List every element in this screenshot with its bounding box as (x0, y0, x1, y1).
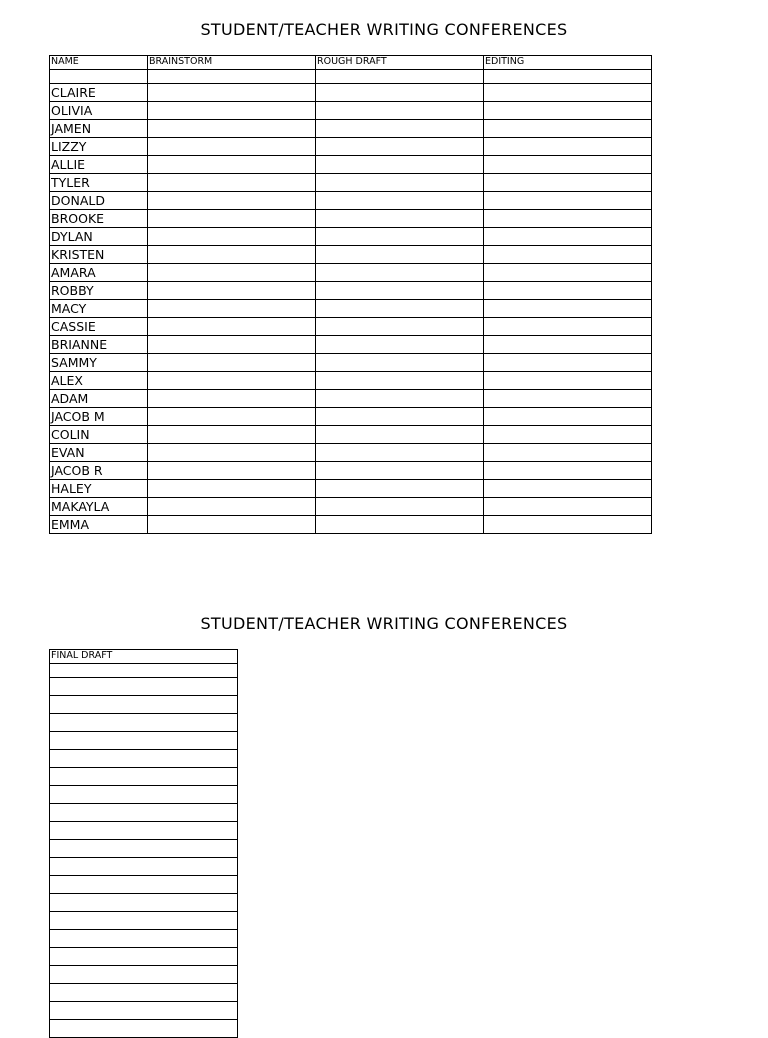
column-header: EDITING (484, 56, 652, 70)
empty-cell (148, 516, 316, 534)
empty-cell (316, 408, 484, 426)
student-name: ALEX (50, 372, 148, 390)
empty-cell (148, 264, 316, 282)
empty-cell (316, 516, 484, 534)
empty-cell (50, 664, 238, 678)
empty-cell (148, 84, 316, 102)
table-row (50, 300, 652, 318)
table-header-row (50, 650, 238, 664)
table-row (50, 750, 238, 768)
empty-cell (148, 102, 316, 120)
table-row (50, 390, 652, 408)
table-row (50, 840, 238, 858)
empty-cell (50, 1020, 238, 1038)
empty-cell (148, 246, 316, 264)
empty-cell (148, 192, 316, 210)
student-name: HALEY (50, 480, 148, 498)
empty-cell (484, 516, 652, 534)
table-row (50, 930, 238, 948)
table-row (50, 318, 652, 336)
table-row (50, 336, 652, 354)
blank-row (50, 70, 652, 84)
table-row (50, 804, 238, 822)
empty-cell (148, 480, 316, 498)
table-row (50, 480, 652, 498)
table-row (50, 120, 652, 138)
empty-cell (316, 246, 484, 264)
table-row (50, 156, 652, 174)
empty-cell (316, 444, 484, 462)
table-row (50, 264, 652, 282)
empty-cell (316, 390, 484, 408)
empty-cell (50, 786, 238, 804)
column-header: ROUGH DRAFT (316, 56, 484, 70)
empty-cell (316, 228, 484, 246)
empty-cell (316, 498, 484, 516)
empty-cell (148, 426, 316, 444)
student-name: CASSIE (50, 318, 148, 336)
empty-cell (484, 498, 652, 516)
empty-cell (148, 156, 316, 174)
page-title: STUDENT/TEACHER WRITING CONFERENCES (200, 20, 568, 39)
empty-cell (484, 354, 652, 372)
empty-cell (148, 120, 316, 138)
table-row (50, 678, 238, 696)
empty-cell (148, 282, 316, 300)
empty-cell (148, 462, 316, 480)
table-row (50, 192, 652, 210)
empty-cell (316, 174, 484, 192)
empty-cell (316, 138, 484, 156)
table-row (50, 516, 652, 534)
empty-cell (484, 300, 652, 318)
empty-cell (316, 282, 484, 300)
empty-cell (50, 804, 238, 822)
empty-cell (484, 336, 652, 354)
student-name: DYLAN (50, 228, 148, 246)
student-name: BRIANNE (50, 336, 148, 354)
empty-cell (148, 390, 316, 408)
empty-cell (50, 984, 238, 1002)
empty-cell (484, 318, 652, 336)
table-row (50, 696, 238, 714)
empty-cell (148, 210, 316, 228)
empty-cell (148, 174, 316, 192)
table-row (50, 1002, 238, 1020)
empty-cell (484, 84, 652, 102)
empty-cell (50, 732, 238, 750)
empty-cell (484, 102, 652, 120)
table-row (50, 786, 238, 804)
empty-cell (50, 678, 238, 696)
table-row (50, 948, 238, 966)
table-row (50, 444, 652, 462)
table-header-row (50, 56, 652, 70)
column-header: BRAINSTORM (148, 56, 316, 70)
empty-cell (316, 372, 484, 390)
final-draft-table (49, 649, 238, 1038)
student-name: JACOB R (50, 462, 148, 480)
table-row (50, 966, 238, 984)
empty-cell (484, 228, 652, 246)
student-name: AMARA (50, 264, 148, 282)
empty-cell (316, 84, 484, 102)
table-row (50, 984, 238, 1002)
empty-cell (50, 768, 238, 786)
student-name: CLAIRE (50, 84, 148, 102)
empty-cell (148, 70, 316, 84)
table-row (50, 246, 652, 264)
empty-cell (50, 876, 238, 894)
empty-cell (484, 156, 652, 174)
student-name: OLIVIA (50, 102, 148, 120)
empty-cell (316, 426, 484, 444)
empty-cell (484, 70, 652, 84)
conference-table (49, 55, 652, 534)
empty-cell (484, 138, 652, 156)
student-name: TYLER (50, 174, 148, 192)
student-name: MAKAYLA (50, 498, 148, 516)
student-name: BROOKE (50, 210, 148, 228)
table-row (50, 138, 652, 156)
empty-cell (316, 480, 484, 498)
student-name: EVAN (50, 444, 148, 462)
table-row (50, 822, 238, 840)
empty-cell (484, 462, 652, 480)
empty-cell (484, 390, 652, 408)
column-header: FINAL DRAFT (50, 650, 238, 664)
table-row (50, 228, 652, 246)
empty-cell (316, 156, 484, 174)
table-row (50, 354, 652, 372)
empty-cell (484, 174, 652, 192)
empty-cell (148, 138, 316, 156)
table-row (50, 174, 652, 192)
empty-cell (484, 408, 652, 426)
student-name: ALLIE (50, 156, 148, 174)
table-row (50, 498, 652, 516)
table-row (50, 372, 652, 390)
table-row (50, 768, 238, 786)
student-name: ROBBY (50, 282, 148, 300)
student-name: SAMMY (50, 354, 148, 372)
empty-cell (316, 120, 484, 138)
empty-cell (50, 70, 148, 84)
student-name: EMMA (50, 516, 148, 534)
student-name: MACY (50, 300, 148, 318)
table-row (50, 876, 238, 894)
empty-cell (316, 318, 484, 336)
student-name: COLIN (50, 426, 148, 444)
empty-cell (316, 264, 484, 282)
table-row (50, 210, 652, 228)
empty-cell (148, 444, 316, 462)
empty-cell (316, 192, 484, 210)
table-row (50, 894, 238, 912)
empty-cell (50, 822, 238, 840)
empty-cell (316, 336, 484, 354)
blank-row (50, 664, 238, 678)
empty-cell (316, 354, 484, 372)
student-name: JACOB M (50, 408, 148, 426)
table-row (50, 462, 652, 480)
empty-cell (316, 70, 484, 84)
empty-cell (50, 1002, 238, 1020)
empty-cell (148, 300, 316, 318)
empty-cell (50, 894, 238, 912)
student-name: KRISTEN (50, 246, 148, 264)
empty-cell (50, 750, 238, 768)
empty-cell (148, 408, 316, 426)
empty-cell (316, 210, 484, 228)
empty-cell (148, 372, 316, 390)
empty-cell (316, 102, 484, 120)
empty-cell (148, 498, 316, 516)
empty-cell (484, 192, 652, 210)
empty-cell (50, 840, 238, 858)
empty-cell (50, 930, 238, 948)
empty-cell (50, 948, 238, 966)
empty-cell (148, 228, 316, 246)
student-name: JAMEN (50, 120, 148, 138)
empty-cell (50, 966, 238, 984)
student-name: DONALD (50, 192, 148, 210)
table-row (50, 426, 652, 444)
table-row (50, 858, 238, 876)
page-title-final: STUDENT/TEACHER WRITING CONFERENCES (200, 614, 568, 633)
table-row (50, 714, 238, 732)
table-row (50, 732, 238, 750)
table-row (50, 912, 238, 930)
empty-cell (50, 912, 238, 930)
table-row (50, 102, 652, 120)
table-row (50, 84, 652, 102)
empty-cell (484, 282, 652, 300)
empty-cell (148, 354, 316, 372)
column-header: NAME (50, 56, 148, 70)
empty-cell (484, 120, 652, 138)
empty-cell (484, 210, 652, 228)
empty-cell (316, 462, 484, 480)
student-name: ADAM (50, 390, 148, 408)
empty-cell (484, 264, 652, 282)
table-row (50, 408, 652, 426)
empty-cell (50, 714, 238, 732)
table-row (50, 282, 652, 300)
student-name: LIZZY (50, 138, 148, 156)
empty-cell (484, 426, 652, 444)
empty-cell (484, 444, 652, 462)
empty-cell (50, 858, 238, 876)
table-row (50, 1020, 238, 1038)
empty-cell (50, 696, 238, 714)
empty-cell (484, 372, 652, 390)
empty-cell (484, 246, 652, 264)
empty-cell (148, 318, 316, 336)
empty-cell (484, 480, 652, 498)
empty-cell (148, 336, 316, 354)
empty-cell (316, 300, 484, 318)
